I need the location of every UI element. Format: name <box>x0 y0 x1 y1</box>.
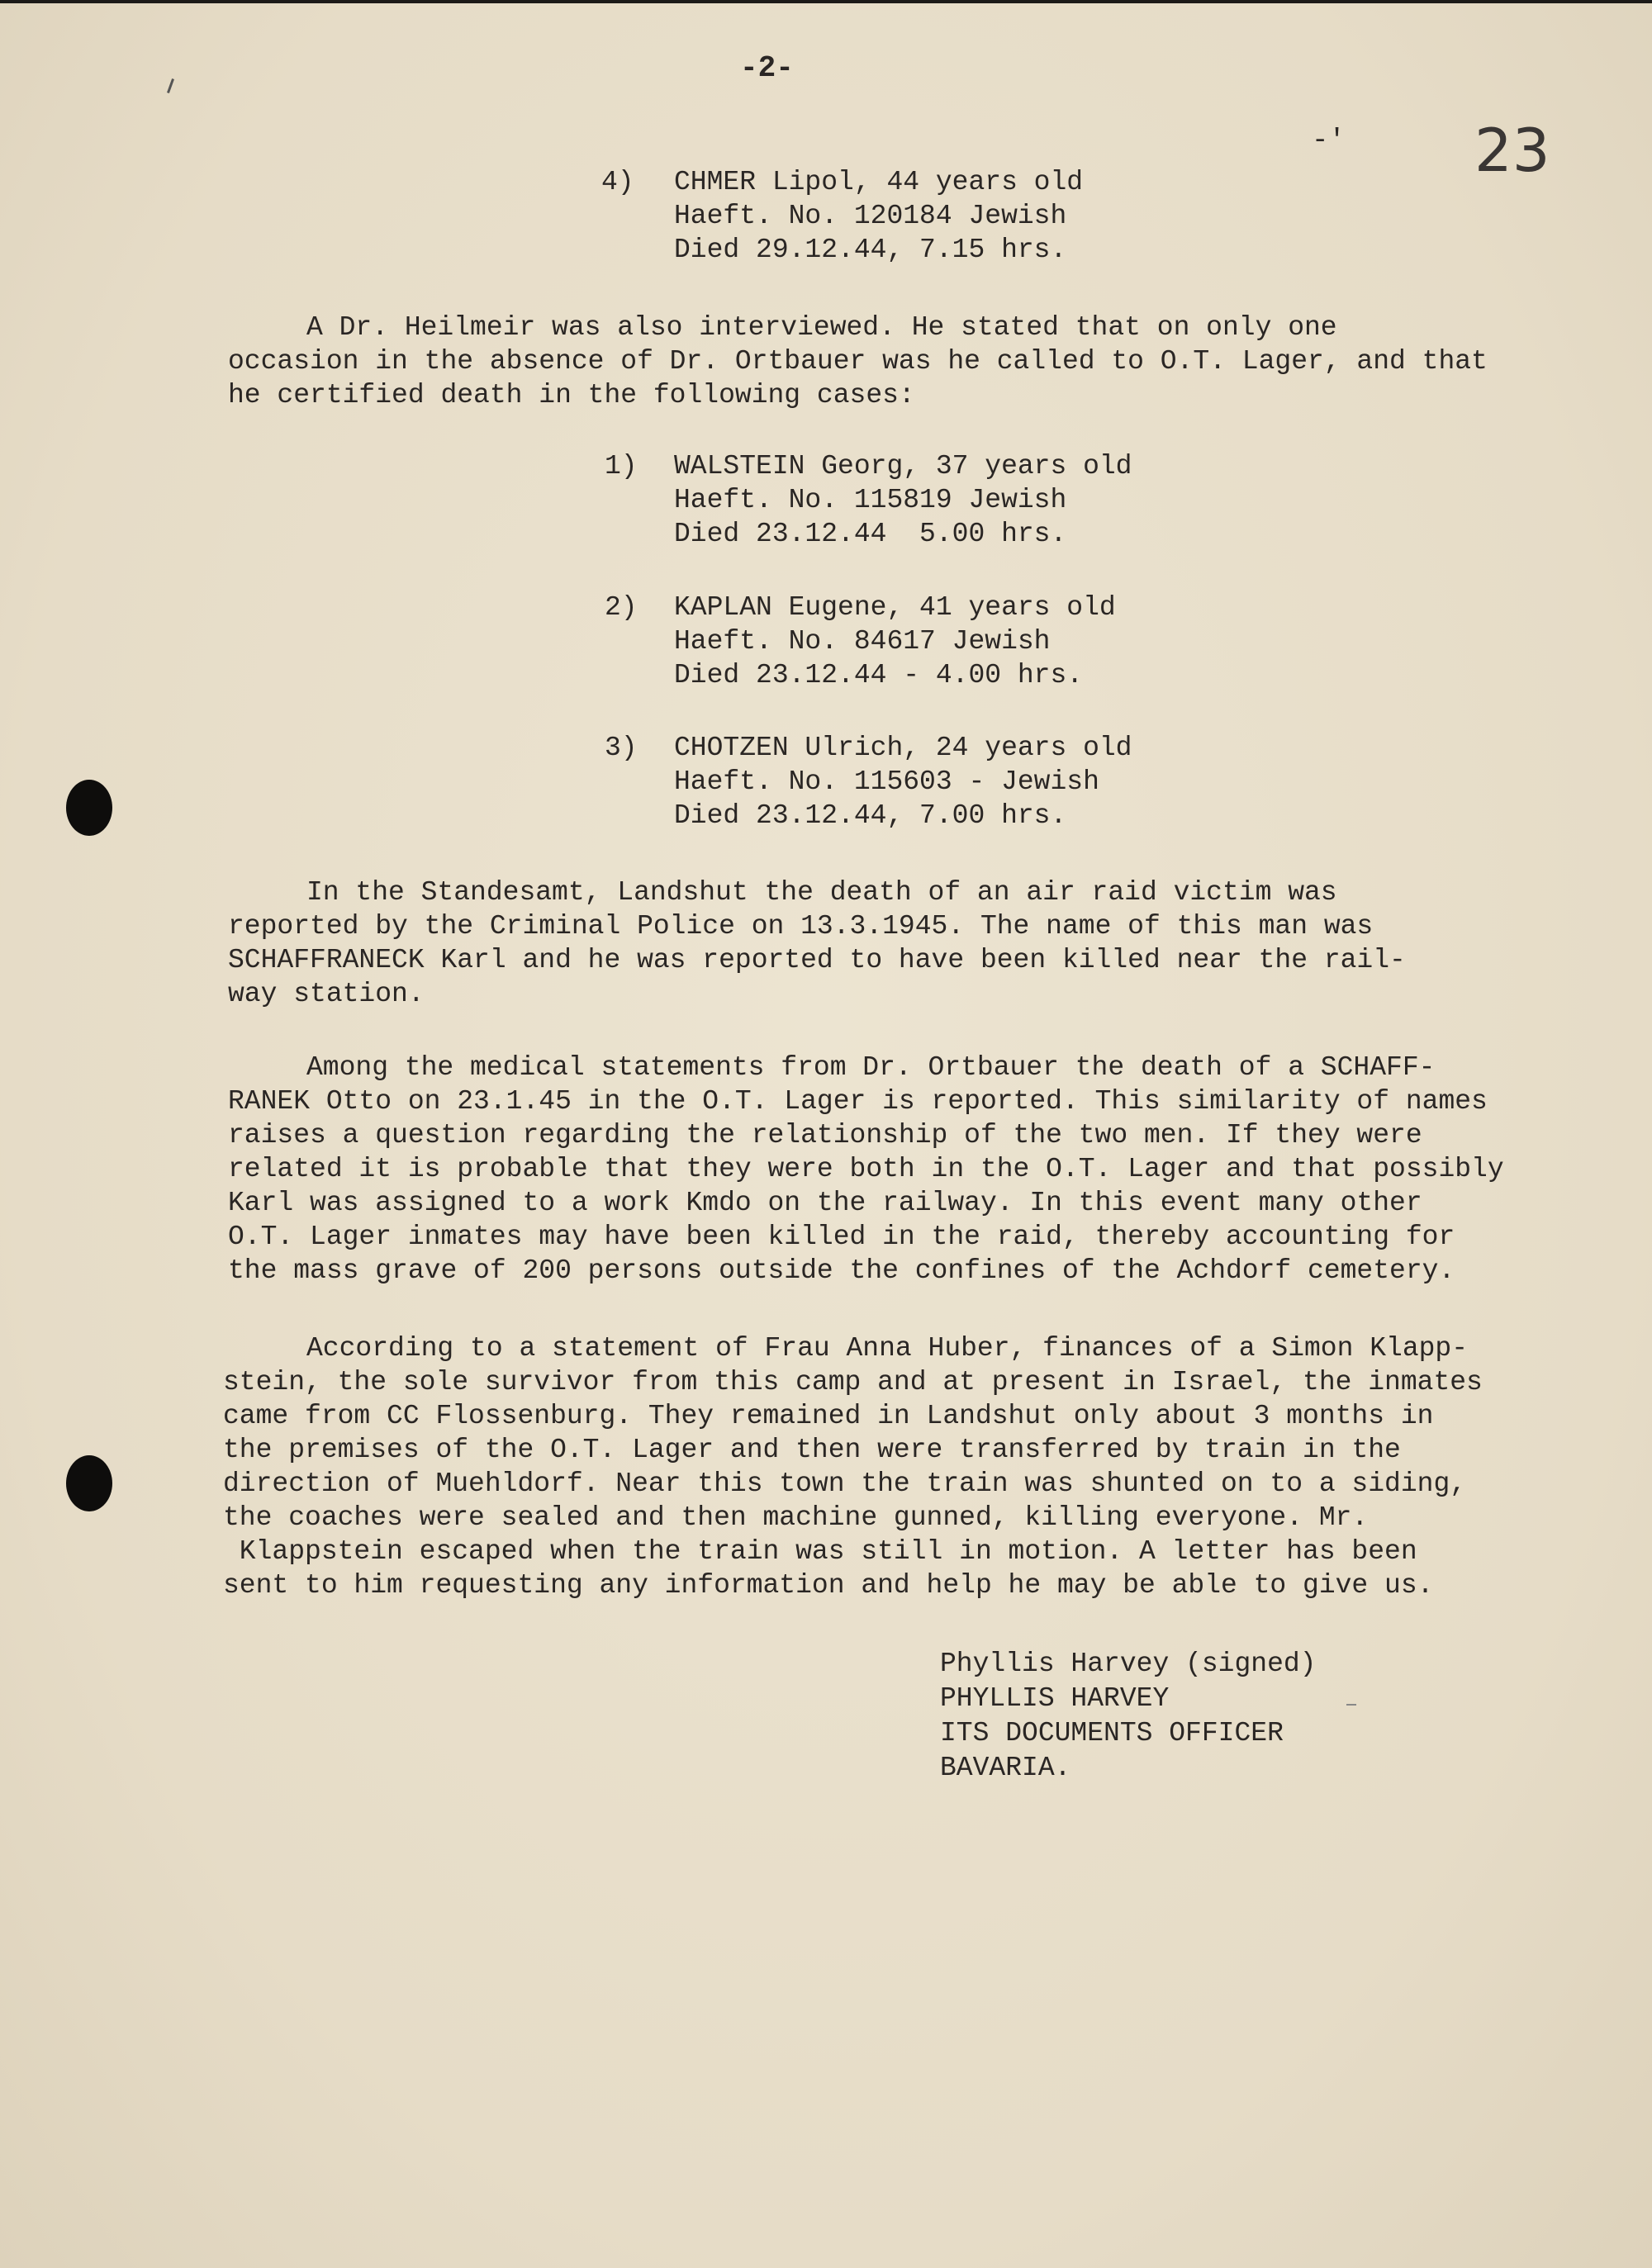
entry-number: 1) <box>605 451 638 482</box>
signature-title: ITS DOCUMENTS OFFICER <box>940 1718 1284 1748</box>
page-number: -2- <box>740 51 794 85</box>
margin-mark: -' <box>1312 126 1346 157</box>
paragraph-line: Among the medical statements from Dr. Ortbauer the death of a SCHAFF- <box>306 1052 1436 1083</box>
paragraph-line: occasion in the absence of Dr. Ortbauer was he called to O.T. Lager, and that <box>228 346 1488 377</box>
medical-paragraph <box>228 1051 1504 1288</box>
entry-line: KAPLAN Eugene, 41 years old <box>674 592 1116 623</box>
paragraph-line: way station. <box>228 979 425 1009</box>
stray-mark <box>1346 1704 1356 1706</box>
paragraph-line: the premises of the O.T. Lager and then were transferred by train in the <box>223 1435 1401 1465</box>
entry-number: 2) <box>605 592 638 623</box>
paragraph-line: he certified death in the following cases: <box>228 380 915 410</box>
signature-location: BAVARIA. <box>940 1753 1071 1783</box>
intro-paragraph <box>228 311 1488 412</box>
paragraph-line: raises a question regarding the relationship of the two men. If they were <box>228 1120 1422 1151</box>
paragraph-line: direction of Muehldorf. Near this town the train was shunted on to a siding, <box>223 1469 1467 1499</box>
entry-line: Died 29.12.44, 7.15 hrs. <box>674 235 1067 265</box>
paragraph-line: the coaches were sealed and then machine gunned, killing everyone. Mr. <box>223 1502 1369 1533</box>
paragraph-line: RANEK Otto on 23.1.45 in the O.T. Lager is reported. This similarity of names <box>228 1086 1488 1117</box>
entry-line: CHOTZEN Ulrich, 24 years old <box>674 733 1132 763</box>
paragraph-line: related it is probable that they were both in the O.T. Lager and that possibly <box>228 1154 1504 1184</box>
huber-paragraph <box>223 1331 1483 1602</box>
stamped-page-number: 23 <box>1474 116 1550 185</box>
paragraph-line: Klappstein escaped when the train was still in motion. A letter has been <box>223 1536 1417 1567</box>
paragraph-line: sent to him requesting any information and help he may be able to give us. <box>223 1570 1434 1601</box>
entry-line: WALSTEIN Georg, 37 years old <box>674 451 1132 482</box>
entry-line: CHMER Lipol, 44 years old <box>674 167 1084 197</box>
entry-line: Died 23.12.44, 7.00 hrs. <box>674 800 1067 831</box>
paragraph-line: SCHAFFRANECK Karl and he was reported to have been killed near the rail- <box>228 945 1406 975</box>
punch-hole-icon <box>66 1455 112 1511</box>
entry-number: 3) <box>605 733 638 763</box>
stray-mark <box>167 78 174 93</box>
entry-line: Haeft. No. 115819 Jewish <box>674 485 1067 515</box>
entry-line: Haeft. No. 115603 - Jewish <box>674 766 1099 797</box>
paragraph-line: In the Standesamt, Landshut the death of an air raid victim was <box>306 877 1337 908</box>
paragraph-line: came from CC Flossenburg. They remained in Landshut only about 3 months in <box>223 1401 1434 1431</box>
paragraph-line: stein, the sole survivor from this camp and at present in Israel, the inmates <box>223 1367 1483 1397</box>
entry-line: Died 23.12.44 - 4.00 hrs. <box>674 660 1084 690</box>
paragraph-line: A Dr. Heilmeir was also interviewed. He stated that on only one <box>306 312 1337 343</box>
entry-line: Died 23.12.44 5.00 hrs. <box>674 519 1067 549</box>
paragraph-line: According to a statement of Frau Anna Huber, finances of a Simon Klapp- <box>306 1333 1469 1364</box>
entry-line: Haeft. No. 120184 Jewish <box>674 201 1067 231</box>
signature-name: PHYLLIS HARVEY <box>940 1683 1170 1714</box>
signature-line: Phyllis Harvey (signed) <box>940 1649 1317 1679</box>
signature-block <box>940 1647 1316 1786</box>
paragraph-line: O.T. Lager inmates may have been killed in the raid, thereby accounting for <box>228 1222 1455 1252</box>
entry-line: Haeft. No. 84617 Jewish <box>674 626 1051 657</box>
paragraph-line: the mass grave of 200 persons outside the confines of the Achdorf cemetery. <box>228 1255 1455 1286</box>
punch-hole-icon <box>66 780 112 836</box>
standesamt-paragraph <box>228 875 1406 1011</box>
paragraph-line: reported by the Criminal Police on 13.3.1945. The name of this man was <box>228 911 1374 942</box>
top-edge-line <box>0 0 1652 3</box>
entry-number: 4) <box>601 167 634 197</box>
paragraph-line: Karl was assigned to a work Kmdo on the railway. In this event many other <box>228 1188 1422 1218</box>
